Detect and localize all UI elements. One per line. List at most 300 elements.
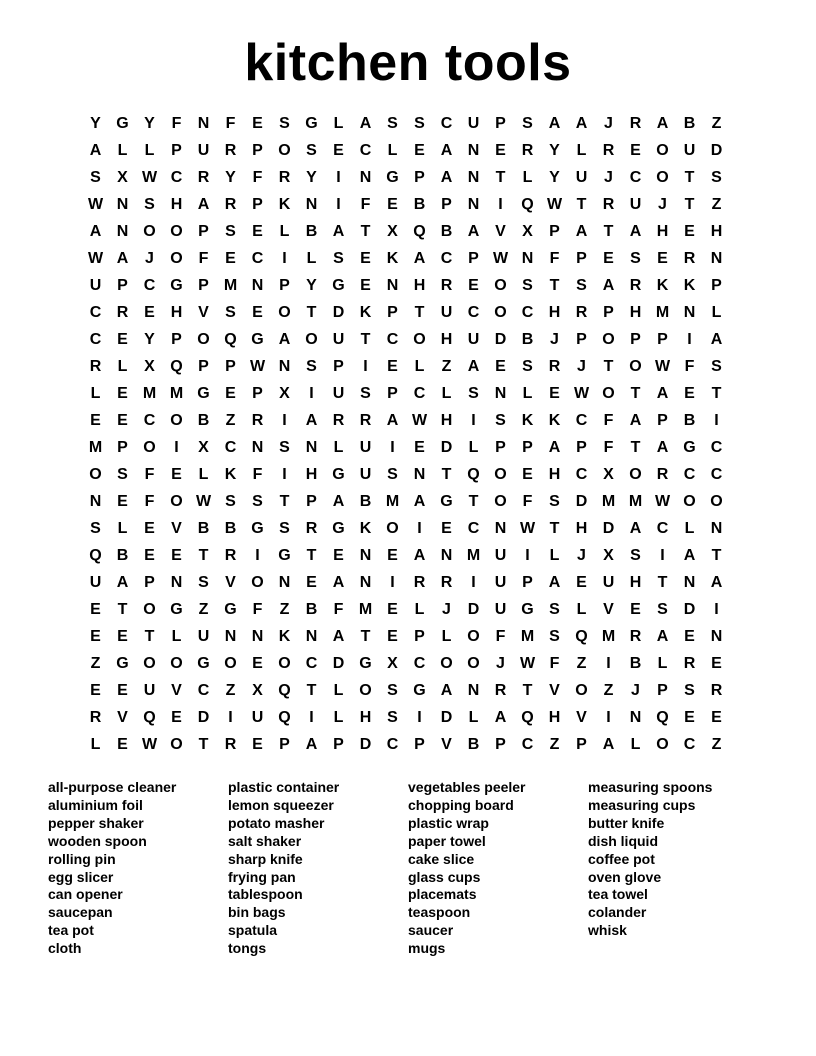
grid-letter[interactable]: W <box>195 493 212 510</box>
grid-letter[interactable]: O <box>629 358 642 375</box>
grid-letter[interactable]: L <box>333 115 344 132</box>
grid-letter[interactable]: Y <box>90 115 101 132</box>
grid-letter[interactable]: Y <box>306 277 317 294</box>
grid-letter[interactable]: H <box>359 709 372 726</box>
grid-letter[interactable]: I <box>417 520 422 537</box>
grid-letter[interactable]: F <box>549 250 560 267</box>
grid-letter[interactable]: F <box>360 196 371 213</box>
grid-letter[interactable]: C <box>89 331 102 348</box>
grid-letter[interactable]: C <box>413 655 426 672</box>
grid-letter[interactable]: O <box>224 655 237 672</box>
grid-letter[interactable]: R <box>629 115 642 132</box>
grid-letter[interactable]: X <box>603 547 614 564</box>
grid-letter[interactable]: I <box>417 709 422 726</box>
grid-letter[interactable]: G <box>413 682 426 699</box>
grid-letter[interactable]: N <box>251 628 264 645</box>
grid-letter[interactable]: U <box>197 142 210 159</box>
grid-letter[interactable]: D <box>440 709 453 726</box>
grid-letter[interactable]: U <box>494 574 507 591</box>
grid-letter[interactable]: O <box>170 250 183 267</box>
grid-letter[interactable]: S <box>198 574 209 591</box>
grid-letter[interactable]: Z <box>441 358 452 375</box>
grid-letter[interactable]: N <box>359 547 372 564</box>
grid-letter[interactable]: C <box>251 250 264 267</box>
grid-letter[interactable]: N <box>305 439 318 456</box>
grid-letter[interactable]: R <box>548 358 561 375</box>
grid-letter[interactable]: E <box>252 736 263 753</box>
grid-letter[interactable]: P <box>495 115 506 132</box>
grid-letter[interactable]: U <box>251 709 264 726</box>
grid-letter[interactable]: T <box>657 574 668 591</box>
grid-letter[interactable]: P <box>414 628 425 645</box>
grid-letter[interactable]: O <box>602 331 615 348</box>
grid-letter[interactable]: G <box>116 655 129 672</box>
grid-letter[interactable]: E <box>684 628 695 645</box>
grid-letter[interactable]: E <box>711 709 722 726</box>
grid-letter[interactable]: U <box>629 196 642 213</box>
grid-letter[interactable]: S <box>522 358 533 375</box>
grid-letter[interactable]: E <box>387 547 398 564</box>
grid-letter[interactable]: E <box>630 601 641 618</box>
grid-letter[interactable]: E <box>360 277 371 294</box>
grid-letter[interactable]: N <box>710 520 723 537</box>
grid-letter[interactable]: M <box>223 277 238 294</box>
grid-letter[interactable]: N <box>278 358 291 375</box>
grid-letter[interactable]: H <box>170 304 183 321</box>
grid-letter[interactable]: N <box>521 250 534 267</box>
grid-letter[interactable]: Q <box>89 547 102 564</box>
grid-letter[interactable]: F <box>252 169 263 186</box>
grid-letter[interactable]: E <box>387 628 398 645</box>
grid-letter[interactable]: O <box>143 601 156 618</box>
grid-letter[interactable]: L <box>117 142 128 159</box>
grid-letter[interactable]: L <box>657 655 668 672</box>
grid-letter[interactable]: L <box>468 709 479 726</box>
grid-letter[interactable]: X <box>522 223 533 240</box>
grid-letter[interactable]: W <box>492 250 509 267</box>
grid-letter[interactable]: U <box>332 331 345 348</box>
grid-letter[interactable]: R <box>440 277 453 294</box>
grid-letter[interactable]: Q <box>224 331 237 348</box>
grid-letter[interactable]: R <box>305 520 318 537</box>
grid-letter[interactable]: I <box>471 574 476 591</box>
grid-letter[interactable]: R <box>359 412 372 429</box>
grid-letter[interactable]: O <box>89 466 102 483</box>
grid-letter[interactable]: N <box>116 223 129 240</box>
grid-letter[interactable]: H <box>548 709 561 726</box>
grid-letter[interactable]: E <box>117 736 128 753</box>
grid-letter[interactable]: S <box>90 169 101 186</box>
grid-letter[interactable]: C <box>656 520 669 537</box>
grid-letter[interactable]: C <box>143 277 156 294</box>
grid-letter[interactable]: C <box>386 331 399 348</box>
grid-letter[interactable]: N <box>467 142 480 159</box>
grid-letter[interactable]: I <box>498 196 503 213</box>
grid-letter[interactable]: C <box>467 304 480 321</box>
grid-letter[interactable]: C <box>575 466 588 483</box>
grid-letter[interactable]: U <box>494 547 507 564</box>
grid-letter[interactable]: E <box>90 682 101 699</box>
grid-letter[interactable]: F <box>522 493 533 510</box>
grid-letter[interactable]: T <box>198 736 209 753</box>
grid-letter[interactable]: O <box>440 655 453 672</box>
grid-letter[interactable]: A <box>683 547 696 564</box>
grid-letter[interactable]: N <box>710 628 723 645</box>
grid-letter[interactable]: X <box>603 466 614 483</box>
grid-letter[interactable]: D <box>494 331 507 348</box>
grid-letter[interactable]: H <box>305 466 318 483</box>
grid-letter[interactable]: B <box>359 493 372 510</box>
grid-letter[interactable]: T <box>603 358 614 375</box>
grid-letter[interactable]: R <box>251 412 264 429</box>
grid-letter[interactable]: G <box>386 169 399 186</box>
grid-letter[interactable]: S <box>414 115 425 132</box>
grid-letter[interactable]: S <box>549 493 560 510</box>
grid-letter[interactable]: P <box>522 439 533 456</box>
grid-letter[interactable]: S <box>468 385 479 402</box>
grid-letter[interactable]: S <box>144 196 155 213</box>
grid-letter[interactable]: P <box>522 574 533 591</box>
grid-letter[interactable]: T <box>198 547 209 564</box>
grid-letter[interactable]: P <box>603 304 614 321</box>
grid-letter[interactable]: T <box>630 385 641 402</box>
grid-letter[interactable]: N <box>197 115 210 132</box>
grid-letter[interactable]: J <box>577 358 586 375</box>
grid-letter[interactable]: K <box>278 628 291 645</box>
grid-letter[interactable]: T <box>144 628 155 645</box>
grid-letter[interactable]: V <box>225 574 236 591</box>
grid-letter[interactable]: E <box>657 250 668 267</box>
grid-letter[interactable]: R <box>332 412 345 429</box>
grid-letter[interactable]: T <box>711 547 722 564</box>
grid-letter[interactable]: F <box>171 115 182 132</box>
grid-letter[interactable]: U <box>683 142 696 159</box>
grid-letter[interactable]: P <box>495 439 506 456</box>
grid-letter[interactable]: M <box>601 493 616 510</box>
grid-letter[interactable]: N <box>116 196 129 213</box>
grid-letter[interactable]: P <box>333 736 344 753</box>
grid-letter[interactable]: L <box>90 736 101 753</box>
grid-letter[interactable]: I <box>282 250 287 267</box>
grid-letter[interactable]: E <box>252 655 263 672</box>
grid-letter[interactable]: L <box>441 385 452 402</box>
grid-letter[interactable]: N <box>467 196 480 213</box>
grid-letter[interactable]: N <box>278 574 291 591</box>
grid-letter[interactable]: S <box>306 358 317 375</box>
grid-letter[interactable]: G <box>359 655 372 672</box>
grid-letter[interactable]: T <box>549 520 560 537</box>
grid-letter[interactable]: D <box>602 520 615 537</box>
grid-letter[interactable]: E <box>684 385 695 402</box>
grid-letter[interactable]: O <box>278 655 291 672</box>
grid-letter[interactable]: A <box>197 196 210 213</box>
grid-letter[interactable]: M <box>385 493 400 510</box>
grid-letter[interactable]: J <box>550 331 559 348</box>
grid-letter[interactable]: R <box>521 142 534 159</box>
grid-letter[interactable]: C <box>440 115 453 132</box>
grid-letter[interactable]: H <box>629 304 642 321</box>
grid-letter[interactable]: E <box>171 709 182 726</box>
grid-letter[interactable]: N <box>440 547 453 564</box>
grid-letter[interactable]: T <box>306 682 317 699</box>
grid-letter[interactable]: P <box>198 358 209 375</box>
grid-letter[interactable]: A <box>575 115 588 132</box>
grid-letter[interactable]: R <box>494 682 507 699</box>
grid-letter[interactable]: W <box>654 493 671 510</box>
grid-letter[interactable]: T <box>117 601 128 618</box>
grid-letter[interactable]: S <box>360 385 371 402</box>
grid-letter[interactable]: R <box>602 196 615 213</box>
grid-letter[interactable]: I <box>309 709 314 726</box>
grid-letter[interactable]: P <box>576 331 587 348</box>
grid-letter[interactable]: B <box>440 223 453 240</box>
grid-letter[interactable]: X <box>387 223 398 240</box>
grid-letter[interactable]: R <box>413 574 426 591</box>
grid-letter[interactable]: O <box>170 412 183 429</box>
grid-letter[interactable]: S <box>225 304 236 321</box>
grid-letter[interactable]: E <box>144 520 155 537</box>
grid-letter[interactable]: E <box>306 574 317 591</box>
grid-letter[interactable]: U <box>359 439 372 456</box>
grid-letter[interactable]: E <box>441 520 452 537</box>
grid-letter[interactable]: A <box>359 115 372 132</box>
grid-letter[interactable]: E <box>549 385 560 402</box>
grid-letter[interactable]: N <box>413 466 426 483</box>
grid-letter[interactable]: P <box>198 223 209 240</box>
grid-letter[interactable]: E <box>576 574 587 591</box>
grid-letter[interactable]: P <box>117 439 128 456</box>
grid-letter[interactable]: V <box>495 223 506 240</box>
grid-letter[interactable]: I <box>282 412 287 429</box>
grid-letter[interactable]: U <box>332 385 345 402</box>
grid-letter[interactable]: J <box>604 115 613 132</box>
grid-letter[interactable]: P <box>441 196 452 213</box>
grid-letter[interactable]: B <box>521 331 534 348</box>
grid-letter[interactable]: U <box>89 277 102 294</box>
grid-letter[interactable]: J <box>658 196 667 213</box>
grid-letter[interactable]: L <box>711 304 722 321</box>
grid-letter[interactable]: L <box>171 628 182 645</box>
grid-letter[interactable]: H <box>548 466 561 483</box>
grid-letter[interactable]: A <box>116 574 129 591</box>
grid-letter[interactable]: O <box>143 439 156 456</box>
grid-letter[interactable]: F <box>684 358 695 375</box>
grid-letter[interactable]: O <box>575 682 588 699</box>
grid-letter[interactable]: A <box>548 115 561 132</box>
grid-letter[interactable]: O <box>305 331 318 348</box>
grid-letter[interactable]: J <box>442 601 451 618</box>
grid-letter[interactable]: N <box>629 709 642 726</box>
grid-letter[interactable]: U <box>494 601 507 618</box>
grid-letter[interactable]: G <box>332 520 345 537</box>
grid-letter[interactable]: S <box>387 115 398 132</box>
grid-letter[interactable]: G <box>683 439 696 456</box>
grid-letter[interactable]: C <box>575 412 588 429</box>
grid-letter[interactable]: O <box>494 304 507 321</box>
grid-letter[interactable]: O <box>413 331 426 348</box>
grid-letter[interactable]: M <box>628 493 643 510</box>
grid-letter[interactable]: O <box>170 655 183 672</box>
grid-letter[interactable]: G <box>197 385 210 402</box>
grid-letter[interactable]: L <box>306 250 317 267</box>
grid-letter[interactable]: B <box>305 601 318 618</box>
grid-letter[interactable]: L <box>468 439 479 456</box>
grid-letter[interactable]: M <box>655 304 670 321</box>
grid-letter[interactable]: M <box>169 385 184 402</box>
grid-letter[interactable]: U <box>467 115 480 132</box>
grid-letter[interactable]: P <box>171 142 182 159</box>
grid-letter[interactable]: S <box>279 520 290 537</box>
grid-letter[interactable]: N <box>251 277 264 294</box>
grid-letter[interactable]: E <box>252 304 263 321</box>
grid-letter[interactable]: M <box>142 385 157 402</box>
grid-letter[interactable]: N <box>710 250 723 267</box>
grid-letter[interactable]: B <box>683 412 696 429</box>
grid-letter[interactable]: R <box>224 142 237 159</box>
grid-letter[interactable]: S <box>549 601 560 618</box>
grid-letter[interactable]: I <box>471 412 476 429</box>
grid-letter[interactable]: D <box>683 601 696 618</box>
grid-letter[interactable]: E <box>414 142 425 159</box>
grid-letter[interactable]: Q <box>656 709 669 726</box>
grid-letter[interactable]: R <box>629 277 642 294</box>
grid-letter[interactable]: W <box>546 196 563 213</box>
grid-letter[interactable]: B <box>467 736 480 753</box>
grid-letter[interactable]: J <box>145 250 154 267</box>
grid-letter[interactable]: O <box>251 574 264 591</box>
grid-letter[interactable]: E <box>144 304 155 321</box>
grid-letter[interactable]: R <box>89 709 102 726</box>
grid-letter[interactable]: D <box>332 304 345 321</box>
grid-letter[interactable]: A <box>656 115 669 132</box>
grid-letter[interactable]: S <box>387 682 398 699</box>
grid-letter[interactable]: S <box>225 493 236 510</box>
grid-letter[interactable]: I <box>255 547 260 564</box>
grid-letter[interactable]: A <box>656 385 669 402</box>
grid-letter[interactable]: A <box>440 142 453 159</box>
grid-letter[interactable]: U <box>143 682 156 699</box>
grid-letter[interactable]: H <box>575 520 588 537</box>
grid-letter[interactable]: C <box>197 682 210 699</box>
grid-letter[interactable]: C <box>467 520 480 537</box>
grid-letter[interactable]: O <box>656 142 669 159</box>
grid-letter[interactable]: O <box>494 466 507 483</box>
grid-letter[interactable]: A <box>89 142 102 159</box>
grid-letter[interactable]: E <box>252 223 263 240</box>
grid-letter[interactable]: C <box>224 439 237 456</box>
grid-letter[interactable]: U <box>89 574 102 591</box>
grid-letter[interactable]: R <box>575 304 588 321</box>
grid-letter[interactable]: I <box>282 466 287 483</box>
grid-letter[interactable]: X <box>279 385 290 402</box>
grid-letter[interactable]: E <box>171 547 182 564</box>
grid-letter[interactable]: E <box>117 331 128 348</box>
grid-letter[interactable]: H <box>440 331 453 348</box>
grid-letter[interactable]: P <box>387 304 398 321</box>
grid-letter[interactable]: L <box>414 601 425 618</box>
grid-letter[interactable]: A <box>656 628 669 645</box>
grid-letter[interactable]: W <box>87 250 104 267</box>
grid-letter[interactable]: S <box>387 709 398 726</box>
grid-letter[interactable]: H <box>629 574 642 591</box>
grid-letter[interactable]: P <box>279 736 290 753</box>
grid-letter[interactable]: F <box>495 628 506 645</box>
grid-letter[interactable]: B <box>629 655 642 672</box>
grid-letter[interactable]: A <box>278 331 291 348</box>
grid-letter[interactable]: O <box>467 655 480 672</box>
grid-letter[interactable]: R <box>683 250 696 267</box>
grid-letter[interactable]: R <box>656 466 669 483</box>
grid-letter[interactable]: P <box>252 385 263 402</box>
grid-letter[interactable]: C <box>683 736 696 753</box>
grid-letter[interactable]: A <box>89 223 102 240</box>
grid-letter[interactable]: S <box>522 277 533 294</box>
grid-letter[interactable]: A <box>332 493 345 510</box>
grid-letter[interactable]: P <box>279 277 290 294</box>
grid-letter[interactable]: F <box>198 250 209 267</box>
grid-letter[interactable]: R <box>683 655 696 672</box>
grid-letter[interactable]: E <box>711 655 722 672</box>
grid-letter[interactable]: H <box>548 304 561 321</box>
grid-letter[interactable]: Y <box>225 169 236 186</box>
grid-letter[interactable]: K <box>683 277 696 294</box>
grid-letter[interactable]: L <box>441 628 452 645</box>
grid-letter[interactable]: P <box>657 682 668 699</box>
grid-letter[interactable]: Z <box>90 655 101 672</box>
grid-letter[interactable]: D <box>710 142 723 159</box>
grid-letter[interactable]: A <box>440 682 453 699</box>
grid-letter[interactable]: A <box>629 520 642 537</box>
grid-letter[interactable]: D <box>359 736 372 753</box>
grid-letter[interactable]: T <box>360 331 371 348</box>
grid-letter[interactable]: S <box>225 223 236 240</box>
grid-letter[interactable]: O <box>197 331 210 348</box>
grid-letter[interactable]: N <box>89 493 102 510</box>
grid-letter[interactable]: L <box>333 709 344 726</box>
grid-letter[interactable]: U <box>197 628 210 645</box>
grid-letter[interactable]: O <box>278 142 291 159</box>
grid-letter[interactable]: K <box>656 277 669 294</box>
grid-letter[interactable]: I <box>390 574 395 591</box>
grid-letter[interactable]: Z <box>279 601 290 618</box>
grid-letter[interactable]: G <box>305 115 318 132</box>
grid-letter[interactable]: Z <box>711 736 722 753</box>
grid-letter[interactable]: Z <box>198 601 209 618</box>
grid-letter[interactable]: O <box>386 520 399 537</box>
grid-letter[interactable]: I <box>714 412 719 429</box>
grid-letter[interactable]: X <box>252 682 263 699</box>
grid-letter[interactable]: E <box>117 682 128 699</box>
grid-letter[interactable]: R <box>197 169 210 186</box>
grid-letter[interactable]: R <box>440 574 453 591</box>
grid-letter[interactable]: O <box>278 304 291 321</box>
grid-letter[interactable]: P <box>252 196 263 213</box>
grid-letter[interactable]: C <box>170 169 183 186</box>
grid-letter[interactable]: A <box>332 574 345 591</box>
grid-letter[interactable]: L <box>522 169 533 186</box>
grid-letter[interactable]: G <box>278 547 291 564</box>
grid-letter[interactable]: L <box>90 385 101 402</box>
grid-letter[interactable]: X <box>117 169 128 186</box>
grid-letter[interactable]: Z <box>603 682 614 699</box>
grid-letter[interactable]: I <box>525 547 530 564</box>
grid-letter[interactable]: F <box>549 655 560 672</box>
grid-letter[interactable]: Q <box>575 628 588 645</box>
grid-letter[interactable]: Z <box>225 412 236 429</box>
grid-letter[interactable]: A <box>629 223 642 240</box>
grid-letter[interactable]: S <box>711 169 722 186</box>
grid-letter[interactable]: S <box>252 493 263 510</box>
